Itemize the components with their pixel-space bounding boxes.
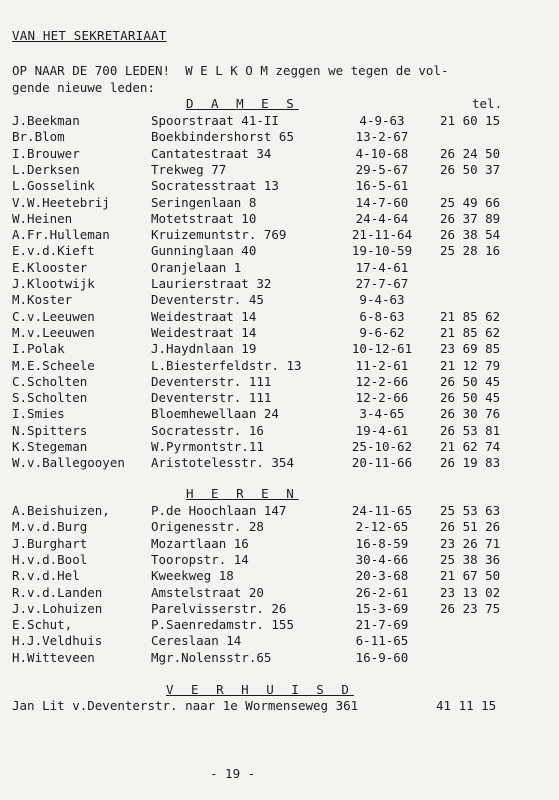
member-address: Oranjelaan 1	[151, 259, 242, 275]
member-address: Spoorstraat 41-II	[151, 113, 279, 128]
member-phone: 26 50 45	[440, 390, 501, 406]
member-name: J.v.Lohuizen	[12, 600, 103, 616]
member-phone: 26 30 76	[440, 406, 501, 422]
member-address: Kruizemuntstr. 769	[151, 227, 287, 243]
member-row	[0, 568, 559, 584]
member-date: 27-7-67	[355, 276, 409, 291]
member-name: C.Scholten	[12, 373, 88, 389]
member-date: 29-5-67	[355, 161, 409, 177]
member-date: 16-5-61	[355, 178, 409, 194]
member-date: 20-11-66	[351, 455, 413, 471]
member-phone: 21 12 79	[440, 357, 501, 373]
member-row	[0, 243, 559, 259]
member-date: 25-10-62	[351, 439, 413, 454]
member-date: 9-4-63	[359, 292, 405, 308]
member-name: H.J.Veldhuis	[12, 633, 103, 649]
member-phone: 25 53 63	[440, 503, 501, 518]
member-name: H.v.d.Bool	[12, 551, 88, 567]
member-date: 11-2-61	[355, 357, 409, 373]
member-date: 4-9-63	[359, 113, 405, 128]
member-row	[0, 439, 559, 455]
member-address: Aristotelesstr. 354	[151, 455, 294, 471]
member-name: M.v.Leeuwen	[12, 324, 95, 340]
member-address: Origenesstr. 28	[151, 519, 264, 535]
member-address: Trekweg 77	[151, 161, 227, 177]
member-phone: 25 49 66	[440, 194, 501, 210]
member-name: R.v.d.Landen	[12, 584, 103, 600]
member-date: 17-4-61	[355, 259, 409, 275]
page-number: - 19 -	[210, 766, 256, 781]
member-date: 13-2-67	[355, 129, 409, 145]
member-date: 16-8-59	[355, 535, 409, 551]
member-phone: 23 26 71	[440, 535, 501, 551]
member-address: Deventerstr. 111	[151, 373, 272, 389]
member-name: K.Stegeman	[12, 439, 88, 454]
verhuisd-title: V E R H U I S D	[166, 682, 354, 697]
member-name: L.Gosselink	[12, 178, 95, 194]
member-name: M.E.Scheele	[12, 357, 95, 373]
member-name: J.Klootwijk	[12, 276, 95, 291]
verhuisd-text: Jan Lit v.Deventerstr. naar 1e Wormenseweg 361	[12, 698, 359, 713]
member-date: 10-12-61	[351, 341, 413, 357]
member-name: N.Spitters	[12, 422, 88, 438]
member-name: I.Brouwer	[12, 145, 80, 161]
intro-line-1: OP NAAR DE 700 LEDEN! W E L K O M zeggen we tegen de vol-	[12, 63, 449, 78]
member-name: R.v.d.Hel	[12, 568, 80, 584]
member-name: V.W.Heetebrij	[12, 194, 110, 210]
member-phone: 21 62 74	[440, 439, 501, 454]
member-date: 9-6-62	[359, 324, 405, 340]
member-row	[0, 162, 559, 178]
member-name: J.Beekman	[12, 113, 80, 128]
member-phone: 21 67 50	[440, 568, 501, 584]
member-phone: 25 38 36	[440, 551, 501, 567]
member-address: Deventerstr. 111	[151, 390, 272, 406]
member-name: W.v.Ballegooyen	[12, 455, 125, 471]
member-name: L.Derksen	[12, 161, 80, 177]
member-row	[0, 129, 559, 145]
member-date: 12-2-66	[355, 373, 409, 389]
member-address: Laurierstraat 32	[151, 276, 272, 291]
member-row	[0, 552, 559, 568]
intro-text	[12, 62, 542, 96]
member-address: Weidestraat 14	[151, 308, 257, 324]
member-address: L.Biesterfeldstr. 13	[151, 357, 302, 373]
member-date: 21-7-69	[355, 617, 409, 633]
tel-column-label: tel.	[472, 96, 503, 111]
member-address: Mgr.Nolensstr.65	[151, 649, 272, 665]
member-phone: 26 53 81	[440, 422, 501, 438]
member-address: Cantatestraat 34	[151, 145, 272, 161]
member-row	[0, 455, 559, 471]
member-row	[0, 617, 559, 633]
member-name: I.Smies	[12, 406, 65, 422]
member-address: Seringenlaan 8	[151, 194, 257, 210]
member-address: Motetstraat 10	[151, 210, 257, 226]
member-name: J.Burghart	[12, 535, 88, 551]
member-phone: 26 24 50	[440, 145, 501, 161]
member-phone: 21 85 62	[440, 308, 501, 324]
member-phone: 26 50 37	[440, 161, 501, 177]
member-row	[0, 423, 559, 439]
member-row	[0, 601, 559, 617]
member-row	[0, 276, 559, 292]
member-address: P.Saenredamstr. 155	[151, 617, 294, 633]
member-row	[0, 195, 559, 211]
member-address: Boekbindershorst 65	[151, 129, 294, 145]
intro-line-2: gende nieuwe leden:	[12, 80, 155, 95]
member-row	[0, 406, 559, 422]
member-date: 3-4-65	[359, 406, 405, 422]
member-date: 20-3-68	[355, 568, 409, 584]
member-address: Weidestraat 14	[151, 324, 257, 340]
member-phone: 25 28 16	[440, 243, 501, 259]
member-name: E.Schut,	[12, 617, 73, 633]
section-heading: VAN HET SEKRETARIAAT	[12, 28, 167, 43]
member-row	[0, 503, 559, 519]
member-row	[0, 633, 559, 649]
member-date: 26-2-61	[355, 584, 409, 600]
member-name: M.v.d.Burg	[12, 519, 88, 535]
member-row	[0, 585, 559, 601]
member-address: Tooropstr. 14	[151, 551, 249, 567]
member-row	[0, 650, 559, 666]
member-phone: 26 19 83	[440, 455, 501, 471]
member-name: M.Koster	[12, 292, 73, 308]
member-phone: 23 13 02	[440, 584, 501, 600]
member-date: 2-12-65	[355, 519, 409, 535]
member-date: 19-4-61	[355, 422, 409, 438]
member-row	[0, 536, 559, 552]
member-row	[0, 292, 559, 308]
member-name: H.Witteveen	[12, 649, 95, 665]
member-date: 6-11-65	[355, 633, 409, 649]
member-name: A.Fr.Hulleman	[12, 227, 110, 243]
member-address: Cereslaan 14	[151, 633, 242, 649]
member-row	[0, 260, 559, 276]
member-row	[0, 211, 559, 227]
verhuisd-tel: 41 11 15	[436, 698, 497, 713]
member-row	[0, 390, 559, 406]
member-row	[0, 178, 559, 194]
member-name: S.Scholten	[12, 390, 88, 406]
member-row	[0, 227, 559, 243]
member-address: Deventerstr. 45	[151, 292, 264, 308]
member-address: Mozartlaan 16	[151, 535, 249, 551]
member-row	[0, 374, 559, 390]
member-address: Amstelstraat 20	[151, 584, 264, 600]
member-name: Br.Blom	[12, 129, 65, 145]
member-phone: 26 51 26	[440, 519, 501, 535]
member-name: I.Polak	[12, 341, 65, 357]
member-address: Kweekweg 18	[151, 568, 234, 584]
member-phone: 26 50 45	[440, 373, 501, 389]
member-date: 15-3-69	[355, 600, 409, 616]
member-name: E.v.d.Kieft	[12, 243, 95, 259]
member-address: P.de Hoochlaan 147	[151, 503, 287, 518]
member-date: 6-8-63	[359, 308, 405, 324]
member-date: 19-10-59	[351, 243, 413, 259]
member-phone: 26 37 89	[440, 210, 501, 226]
member-address: Socratesstr. 16	[151, 422, 264, 438]
member-row	[0, 113, 559, 129]
member-row	[0, 519, 559, 535]
heren-title: H E R E N	[186, 486, 299, 501]
member-phone: 21 60 15	[440, 113, 501, 128]
member-date: 12-2-66	[355, 390, 409, 406]
member-address: W.Pyrmontstr.11	[151, 439, 264, 454]
member-address: Bloemhewellaan 24	[151, 406, 279, 422]
member-address: Socratesstraat 13	[151, 178, 279, 194]
dames-title: D A M E S	[186, 96, 299, 111]
member-name: A.Beishuizen,	[12, 503, 110, 518]
member-row	[0, 309, 559, 325]
member-row	[0, 341, 559, 357]
member-address: J.Haydnlaan 19	[151, 341, 257, 357]
member-address: Parelvisserstr. 26	[151, 600, 287, 616]
member-row	[0, 358, 559, 374]
member-date: 16-9-60	[355, 649, 409, 665]
member-name: E.Klooster	[12, 259, 88, 275]
member-address: Gunninglaan 40	[151, 243, 257, 259]
member-date: 24-4-64	[355, 210, 409, 226]
member-name: C.v.Leeuwen	[12, 308, 95, 324]
member-name: W.Heinen	[12, 210, 73, 226]
member-row	[0, 325, 559, 341]
member-date: 4-10-68	[355, 145, 409, 161]
member-date: 30-4-66	[355, 551, 409, 567]
member-phone: 23 69 85	[440, 341, 501, 357]
member-row	[0, 146, 559, 162]
member-date: 14-7-60	[355, 194, 409, 210]
member-phone: 26 23 75	[440, 600, 501, 616]
member-phone: 26 38 54	[440, 227, 501, 243]
member-date: 21-11-64	[351, 227, 413, 243]
member-phone: 21 85 62	[440, 324, 501, 340]
member-date: 24-11-65	[351, 503, 413, 518]
